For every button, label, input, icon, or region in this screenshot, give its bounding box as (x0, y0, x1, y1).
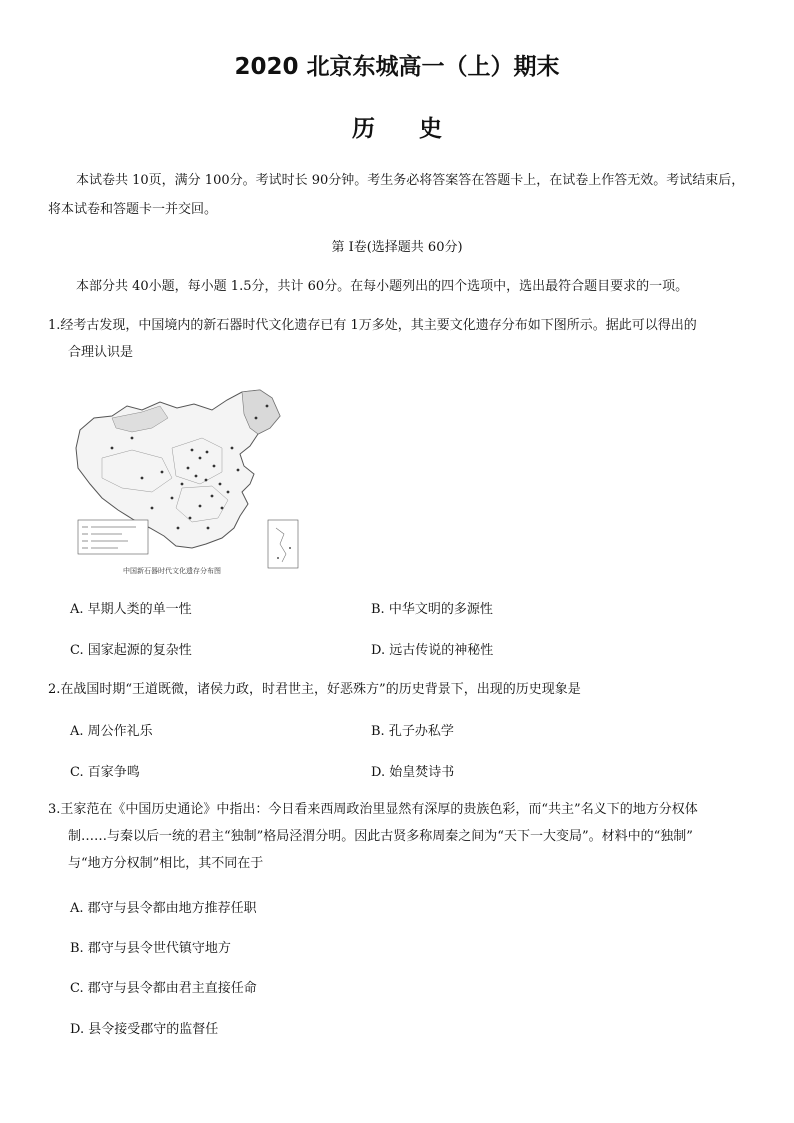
question-3 (48, 796, 748, 877)
question-2-option-c: C. 百家争鸣 (70, 765, 140, 780)
question-2-option-a: A. 周公作礼乐 (70, 724, 153, 739)
question-1-option-d: D. 远古传说的神秘性 (371, 643, 494, 658)
question-1 (48, 312, 748, 366)
question-2 (48, 676, 748, 703)
section-title: 第 I卷(选择题共 60分) (331, 240, 463, 255)
question-3-stem-line-3: 与“地方分权制”相比，其不同在于 (68, 856, 264, 871)
question-3-option-d: D. 县令接受郡守的监督任 (70, 1022, 219, 1037)
question-1-option-b: B. 中华文明的多源性 (371, 602, 493, 617)
question-2-option-b: B. 孔子办私学 (371, 724, 454, 739)
question-1-stem-line-1: 1.经考古发现，中国境内的新石器时代文化遗存已有 1万多处，其主要文化遗存分布如下图所示。据此可以得出的 (48, 318, 697, 333)
question-1-option-c: C. 国家起源的复杂性 (70, 643, 192, 658)
section-instructions: 本部分共 40小题，每小题 1.5分，共计 60分。在每小题列出的四个选项中，选出最符合题目要求的一项。 (76, 279, 689, 294)
neolithic-sites-map (72, 388, 312, 578)
map-caption: 中国新石器时代文化遗存分布图 (123, 567, 221, 575)
question-3-stem-line-2: 制……与秦以后一统的君主“独制”格局泾渭分明。因此古贤多称周秦之间为“天下一大变局”。材料中的“独制” (68, 829, 693, 844)
china-map-icon (72, 388, 312, 578)
question-3-option-b: B. 郡守与县令世代镇守地方 (70, 941, 231, 956)
page-title: 2020 北京东城高一（上）期末 (234, 54, 560, 80)
exam-instructions: 本试卷共 10页，满分 100分。考试时长 90分钟。考生务必将答案答在答题卡上，在试卷上作答无效。考试结束后，将本试卷和答题卡一并交回。 (48, 173, 745, 217)
subject-title: 历史 (352, 116, 486, 142)
question-1-stem-line-2: 合理认识是 (68, 345, 134, 360)
question-2-stem-line-1: 2.在战国时期“王道既微，诸侯力政，时君世主，好恶殊方”的历史背景下，出现的历史现象是 (48, 682, 581, 697)
question-3-stem-line-1: 3.王家范在《中国历史通论》中指出：今日看来西周政治里显然有深厚的贵族色彩，而“共主”名义下的地方分权体 (48, 802, 698, 817)
question-1-option-a: A. 早期人类的单一性 (70, 602, 192, 617)
question-3-option-a: A. 郡守与县令都由地方推荐任职 (70, 901, 257, 916)
question-2-option-d: D. 始皇焚诗书 (371, 765, 455, 780)
question-3-option-c: C. 郡守与县令都由君主直接任命 (70, 981, 257, 996)
